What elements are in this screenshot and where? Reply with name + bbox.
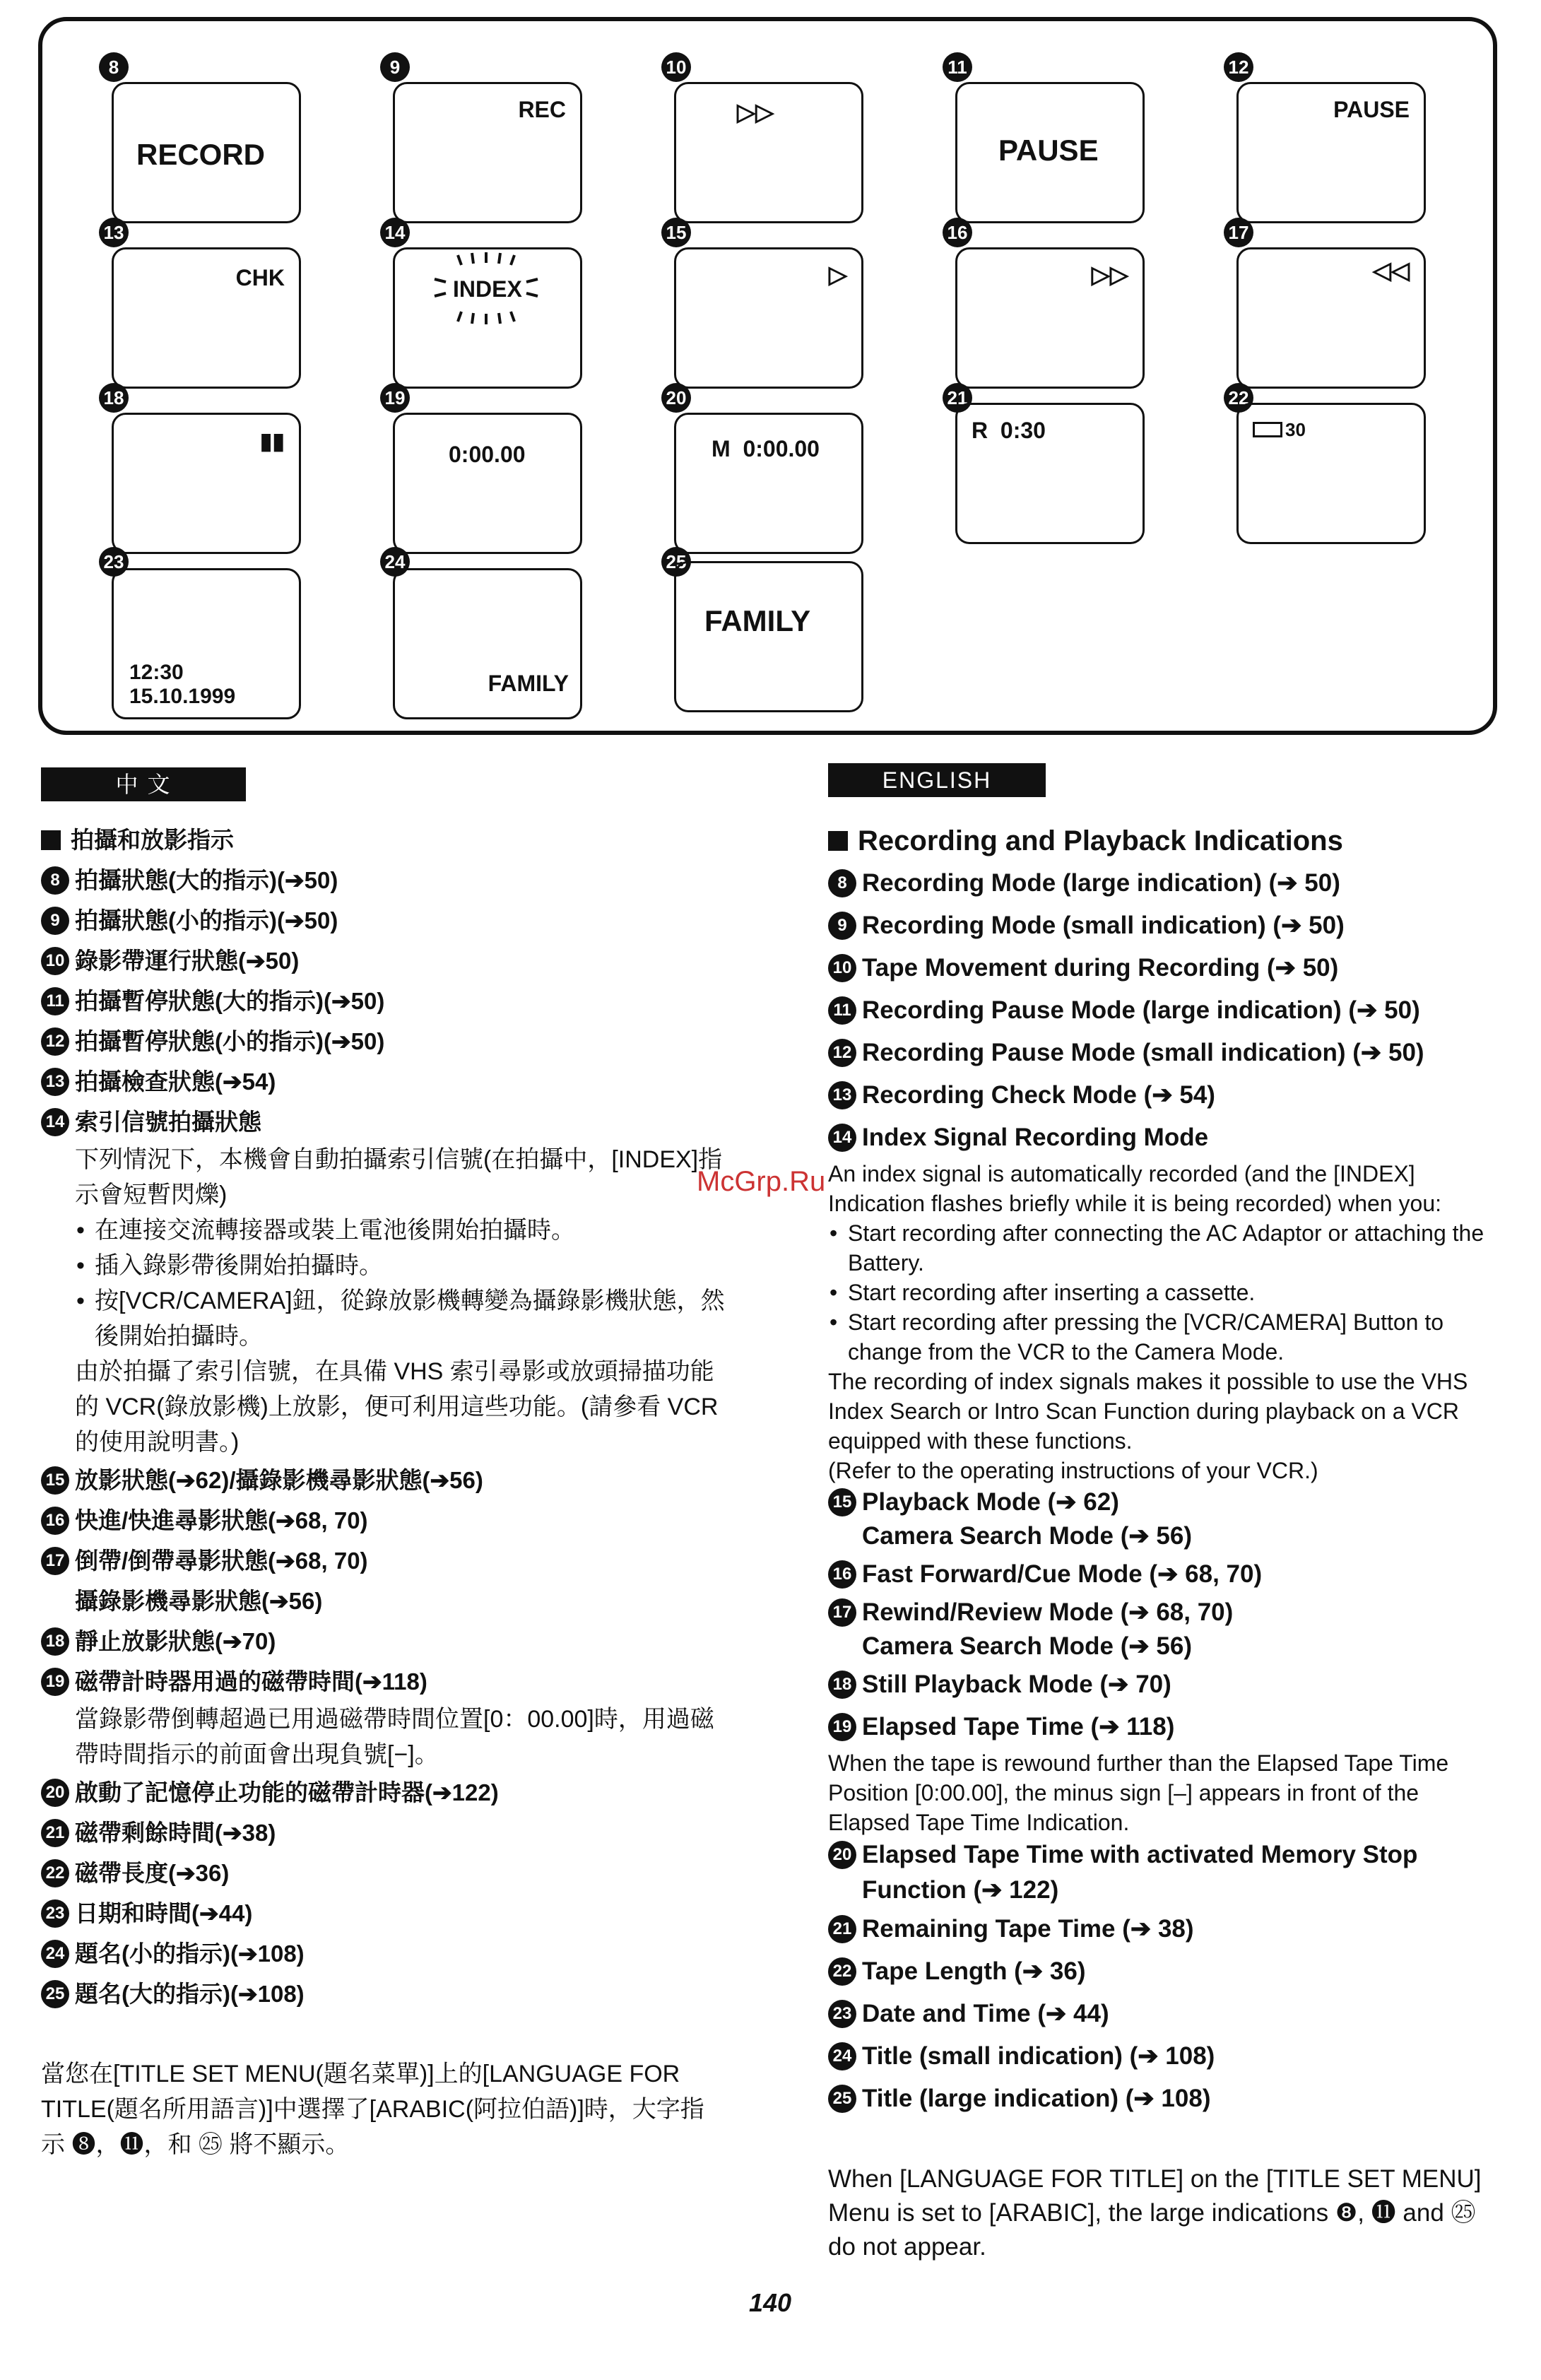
- list-item: [828, 1950, 1506, 1993]
- panel-number: 15: [661, 218, 691, 247]
- item-number: 14: [41, 1108, 69, 1136]
- item-number: 14: [828, 1124, 856, 1152]
- panel-number: 20: [661, 383, 691, 413]
- item-number: 24: [41, 1940, 69, 1968]
- item-number: 10: [41, 947, 69, 975]
- item-text: 磁帶長度(➔36): [75, 1860, 230, 1886]
- list-item: [41, 1102, 755, 1142]
- screen-frame: [393, 82, 582, 223]
- item-text: Recording Mode (large indication) (➔ 50): [862, 869, 1340, 897]
- list-item: [828, 1117, 1506, 1159]
- english-section-header: ENGLISH: [828, 763, 1046, 797]
- list-item: [828, 862, 1506, 905]
- panel-number: 19: [380, 383, 410, 413]
- list-item: [828, 905, 1506, 947]
- item-text: Recording Mode (small indication) (➔ 50): [862, 912, 1345, 939]
- screen-text: 0:00.00: [449, 442, 526, 467]
- item-number: 20: [828, 1841, 856, 1869]
- list-item: [41, 981, 755, 1021]
- list-item: [828, 1553, 1506, 1596]
- item-text: 拍攝狀態(小的指示)(➔50): [75, 907, 338, 933]
- screen-frame: [393, 413, 582, 554]
- index-intro: 下列情況下，本機會自動拍攝索引信號(在拍攝中，[INDEX]指示會短暫閃爍): [75, 1146, 723, 1208]
- item-text: 日期和時間(➔44): [75, 1900, 253, 1926]
- still-icon: ▮▮: [259, 428, 285, 454]
- screen-text: FAMILY: [488, 671, 569, 696]
- item-number: 22: [828, 1957, 856, 1986]
- square-bullet-icon: [41, 830, 61, 850]
- section-title-text: 拍攝和放影指示: [71, 827, 234, 853]
- item-number: 23: [828, 2000, 856, 2028]
- index-note: The recording of index signals makes it possible to use the VHS Index Search or Intro Scan Function during playback on a VCR equipped with these functions.: [828, 1369, 1468, 1454]
- bullet-item: • 插入錄影帶後開始拍攝時。: [75, 1248, 725, 1283]
- english-column: [828, 820, 1506, 2264]
- list-item: [828, 1993, 1506, 2035]
- item-number: 9: [41, 907, 69, 935]
- screen-text: 30: [1285, 419, 1306, 440]
- date-text: 15.10.1999: [129, 685, 236, 708]
- list-item: [41, 900, 755, 941]
- item-text: 拍攝暫停狀態(小的指示)(➔50): [75, 1028, 385, 1054]
- watermark: McGrp.Ru: [697, 1166, 826, 1197]
- list-item: [41, 1500, 755, 1540]
- list-item: [41, 1621, 755, 1661]
- item-text: Title (small indication) (➔ 108): [862, 2042, 1215, 2070]
- panel-number: 10: [661, 52, 691, 82]
- item-number: 25: [41, 1980, 69, 2008]
- item-text: Camera Search Mode (➔ 56): [862, 1522, 1192, 1550]
- item-text: 靜止放影狀態(➔70): [75, 1628, 276, 1654]
- item-text: Remaining Tape Time (➔ 38): [862, 1915, 1194, 1943]
- screen-frame: [1236, 82, 1426, 223]
- elapsed-note: 當錄影帶倒轉超過已用過磁帶時間位置[0：00.00]時，用過磁帶時間指示的前面會出現負號[−]。: [75, 1706, 714, 1768]
- list-item: [41, 1853, 755, 1893]
- list-item: [828, 1074, 1506, 1117]
- panel-number: 24: [380, 547, 410, 577]
- item-text: 索引信號拍攝狀態: [75, 1109, 261, 1135]
- time-text: 12:30: [129, 661, 184, 684]
- item-text: Rewind/Review Mode (➔ 68, 70): [862, 1598, 1234, 1626]
- list-item: [828, 2078, 1506, 2120]
- panel-number: 13: [99, 218, 129, 247]
- bullet-item: • 在連接交流轉接器或裝上電池後開始拍攝時。: [75, 1213, 725, 1248]
- item-text: 啟動了記憶停止功能的磁帶計時器(➔122): [75, 1779, 499, 1805]
- item-number: 15: [41, 1466, 69, 1495]
- final-note: 當您在[TITLE SET MENU(題名菜單)]上的[LANGUAGE FOR TITLE(題名所用語言)]中選擇了[ARABIC(阿拉伯語)]時，大字指示 ❽，⓫，和 ㉕ 將不顯示。: [41, 2061, 704, 2158]
- item-number: 15: [828, 1488, 856, 1516]
- item-number: 12: [41, 1027, 69, 1056]
- screen-text: PAUSE: [1333, 97, 1410, 122]
- list-item: [828, 2035, 1506, 2078]
- item-number: 11: [41, 987, 69, 1015]
- item-number: 24: [828, 2042, 856, 2070]
- item-number: 9: [828, 912, 856, 940]
- list-item: [41, 1813, 755, 1853]
- item-text: 倒帶/倒帶尋影狀態(➔68, 70): [75, 1548, 368, 1574]
- item-text: 錄影帶運行狀態(➔50): [75, 948, 300, 974]
- screen-frame: [112, 247, 301, 389]
- list-item: [41, 1540, 755, 1581]
- item-number: 21: [41, 1819, 69, 1847]
- panel-number: 21: [943, 383, 972, 413]
- list-item: [828, 947, 1506, 989]
- screen-frame: [674, 247, 863, 389]
- item-number: 8: [828, 869, 856, 897]
- bullet-item: • Start recording after connecting the AC Adaptor or attaching the Battery.: [828, 1218, 1506, 1278]
- screen-text: M 0:00.00: [712, 436, 820, 461]
- item-number: 17: [41, 1547, 69, 1575]
- item-text: 題名(大的指示)(➔108): [75, 1981, 305, 2007]
- screen-text: FAMILY: [704, 604, 811, 637]
- list-item: [41, 1021, 755, 1061]
- bullet-item: • Start recording after pressing the [VCR/CAMERA] Button to change from the VCR to the Camera Mode.: [828, 1307, 1506, 1367]
- item-text: Title (large indication) (➔ 108): [862, 2085, 1211, 2112]
- list-item: [41, 1772, 755, 1813]
- item-text: Fast Forward/Cue Mode (➔ 68, 70): [862, 1560, 1263, 1588]
- index-label: INDEX: [453, 276, 522, 302]
- item-text: 快進/快進尋影狀態(➔68, 70): [75, 1507, 368, 1533]
- list-item: [828, 1663, 1506, 1706]
- screen-frame: [674, 561, 863, 712]
- screen-text: R 0:30: [972, 418, 1046, 443]
- panel-number: 18: [99, 383, 129, 413]
- item-number: 20: [41, 1779, 69, 1807]
- screen-frame: [112, 568, 301, 719]
- list-item: [828, 1032, 1506, 1074]
- panel-number: 22: [1224, 383, 1253, 413]
- list-item-sub: 攝錄影機尋影狀態(➔56): [75, 1588, 323, 1614]
- item-text: 磁帶計時器用過的磁帶時間(➔118): [75, 1668, 427, 1695]
- item-text: Index Signal Recording Mode: [862, 1124, 1209, 1151]
- item-number: 19: [828, 1713, 856, 1741]
- list-item: [828, 1837, 1506, 1873]
- item-number: 10: [828, 954, 856, 982]
- section-title-text: Recording and Playback Indications: [858, 825, 1343, 856]
- screen-frame: [112, 82, 301, 223]
- panel-number: 12: [1224, 52, 1253, 82]
- item-number: 16: [41, 1507, 69, 1535]
- screen-frame: [112, 413, 301, 554]
- item-text: 拍攝狀態(大的指示)(➔50): [75, 867, 338, 893]
- list-item: [41, 1933, 755, 1974]
- item-number: 22: [41, 1859, 69, 1887]
- item-text: 拍攝暫停狀態(大的指示)(➔50): [75, 988, 385, 1014]
- list-item: [828, 1485, 1506, 1519]
- panel-number: 17: [1224, 218, 1253, 247]
- play-icon: ▷: [828, 261, 847, 288]
- list-item: [41, 1974, 755, 2014]
- item-number: 11: [828, 996, 856, 1025]
- section-title: [828, 820, 1506, 862]
- item-text: Camera Search Mode (➔ 56): [862, 1632, 1192, 1660]
- section-title: [41, 820, 755, 860]
- screen-frame: [1236, 247, 1426, 389]
- item-number: 21: [828, 1915, 856, 1943]
- cue-icon: ▷▷: [1091, 261, 1128, 288]
- screen-frame: [1236, 403, 1426, 544]
- item-number: 12: [828, 1039, 856, 1067]
- list-item: [41, 1460, 755, 1500]
- cassette-icon: [1253, 422, 1282, 437]
- bullet-item: • Start recording after inserting a cassette.: [828, 1278, 1506, 1307]
- item-text: Tape Movement during Recording (➔ 50): [862, 954, 1339, 982]
- list-item-sub: [828, 1630, 1506, 1663]
- final-note: When [LANGUAGE FOR TITLE] on the [TITLE SET MENU] Menu is set to [ARABIC], the large indications ❽, ⓫ and ㉕ do not appear.: [828, 2165, 1482, 2261]
- panel-number: 9: [380, 52, 410, 82]
- screen-frame: [674, 82, 863, 223]
- item-number: 25: [828, 2085, 856, 2113]
- list-item: [41, 1061, 755, 1102]
- index-note: 由於拍攝了索引信號，在具備 VHS 索引尋影或放頭掃描功能的 VCR(錄放影機)上放影，便可利用這些功能。(請參看 VCR 的使用說明書。): [75, 1358, 719, 1456]
- index-ref: (Refer to the operating instructions of your VCR.): [828, 1458, 1318, 1483]
- item-text: Still Playback Mode (➔ 70): [862, 1671, 1171, 1698]
- indication-diagram: [38, 17, 1497, 735]
- item-text: Recording Pause Mode (small indication) (➔ 50): [862, 1039, 1424, 1066]
- list-item: [828, 1706, 1506, 1748]
- screen-text: PAUSE: [998, 134, 1099, 167]
- list-item: [828, 989, 1506, 1032]
- item-number: 23: [41, 1899, 69, 1928]
- item-number: 16: [828, 1560, 856, 1589]
- panel-number: 11: [943, 52, 972, 82]
- item-number: 18: [41, 1627, 69, 1656]
- item-text: Function (➔ 122): [862, 1876, 1059, 1904]
- rewind-icon: ◁◁: [1372, 257, 1410, 284]
- item-text: Recording Pause Mode (large indication) (➔ 50): [862, 996, 1420, 1024]
- item-number: 8: [41, 866, 69, 895]
- chinese-column: [41, 820, 755, 2162]
- list-item-sub: [828, 1519, 1506, 1553]
- item-number: 13: [41, 1068, 69, 1096]
- page-number: 140: [749, 2288, 792, 2317]
- item-text: Recording Check Mode (➔ 54): [862, 1081, 1215, 1109]
- square-bullet-icon: [828, 831, 848, 851]
- screen-frame: [393, 247, 582, 389]
- list-item: [41, 1893, 755, 1933]
- fast-forward-icon: ▷▷: [737, 99, 774, 126]
- item-text: Date and Time (➔ 44): [862, 2000, 1109, 2027]
- list-item: [41, 860, 755, 900]
- item-text: 拍攝檢查狀態(➔54): [75, 1068, 276, 1095]
- item-text: Playback Mode (➔ 62): [862, 1488, 1119, 1516]
- screen-frame: [674, 413, 863, 554]
- item-text: Tape Length (➔ 36): [862, 1957, 1086, 1985]
- index-bullets: [41, 1213, 725, 1354]
- screen-frame: [393, 568, 582, 719]
- panel-number: 16: [943, 218, 972, 247]
- bullet-item: • 按[VCR/CAMERA]鈕，從錄放影機轉變為攝錄影機狀態，然後開始拍攝時。: [75, 1283, 725, 1354]
- item-number: 13: [828, 1081, 856, 1109]
- item-text: 題名(小的指示)(➔108): [75, 1940, 305, 1967]
- screen-text: CHK: [235, 265, 285, 290]
- screen-frame: [955, 403, 1145, 544]
- index-intro: An index signal is automatically recorded (and the [INDEX] Indication flashes briefly while it is being recorded) when you:: [828, 1161, 1442, 1216]
- panel-number: 14: [380, 218, 410, 247]
- screen-frame: [955, 82, 1145, 223]
- list-item: [828, 1908, 1506, 1950]
- list-item-sub: [828, 1873, 1506, 1908]
- elapsed-note: When the tape is rewound further than the Elapsed Tape Time Position [0:00.00], the minus sign [–] appears in front of the Elapsed Tape Time Indication.: [828, 1750, 1449, 1835]
- panel-number: 8: [99, 52, 129, 82]
- screen-frame: [955, 247, 1145, 389]
- list-item: [41, 941, 755, 981]
- chinese-section-header: 中 文: [41, 767, 246, 801]
- index-bullets: [828, 1218, 1506, 1367]
- item-number: 18: [828, 1671, 856, 1699]
- screen-text: RECORD: [136, 138, 266, 171]
- list-item: [828, 1596, 1506, 1630]
- item-text: Elapsed Tape Time with activated Memory Stop: [862, 1841, 1418, 1868]
- panel-number: 25: [661, 547, 691, 577]
- item-text: 放影狀態(➔62)/攝錄影機尋影狀態(➔56): [75, 1467, 483, 1493]
- item-number: 17: [828, 1598, 856, 1627]
- list-item: [41, 1661, 755, 1702]
- screen-text: REC: [518, 97, 566, 122]
- item-text: 磁帶剩餘時間(➔38): [75, 1820, 276, 1846]
- item-text: Elapsed Tape Time (➔ 118): [862, 1713, 1175, 1740]
- panel-number: 23: [99, 547, 129, 577]
- item-number: 19: [41, 1668, 69, 1696]
